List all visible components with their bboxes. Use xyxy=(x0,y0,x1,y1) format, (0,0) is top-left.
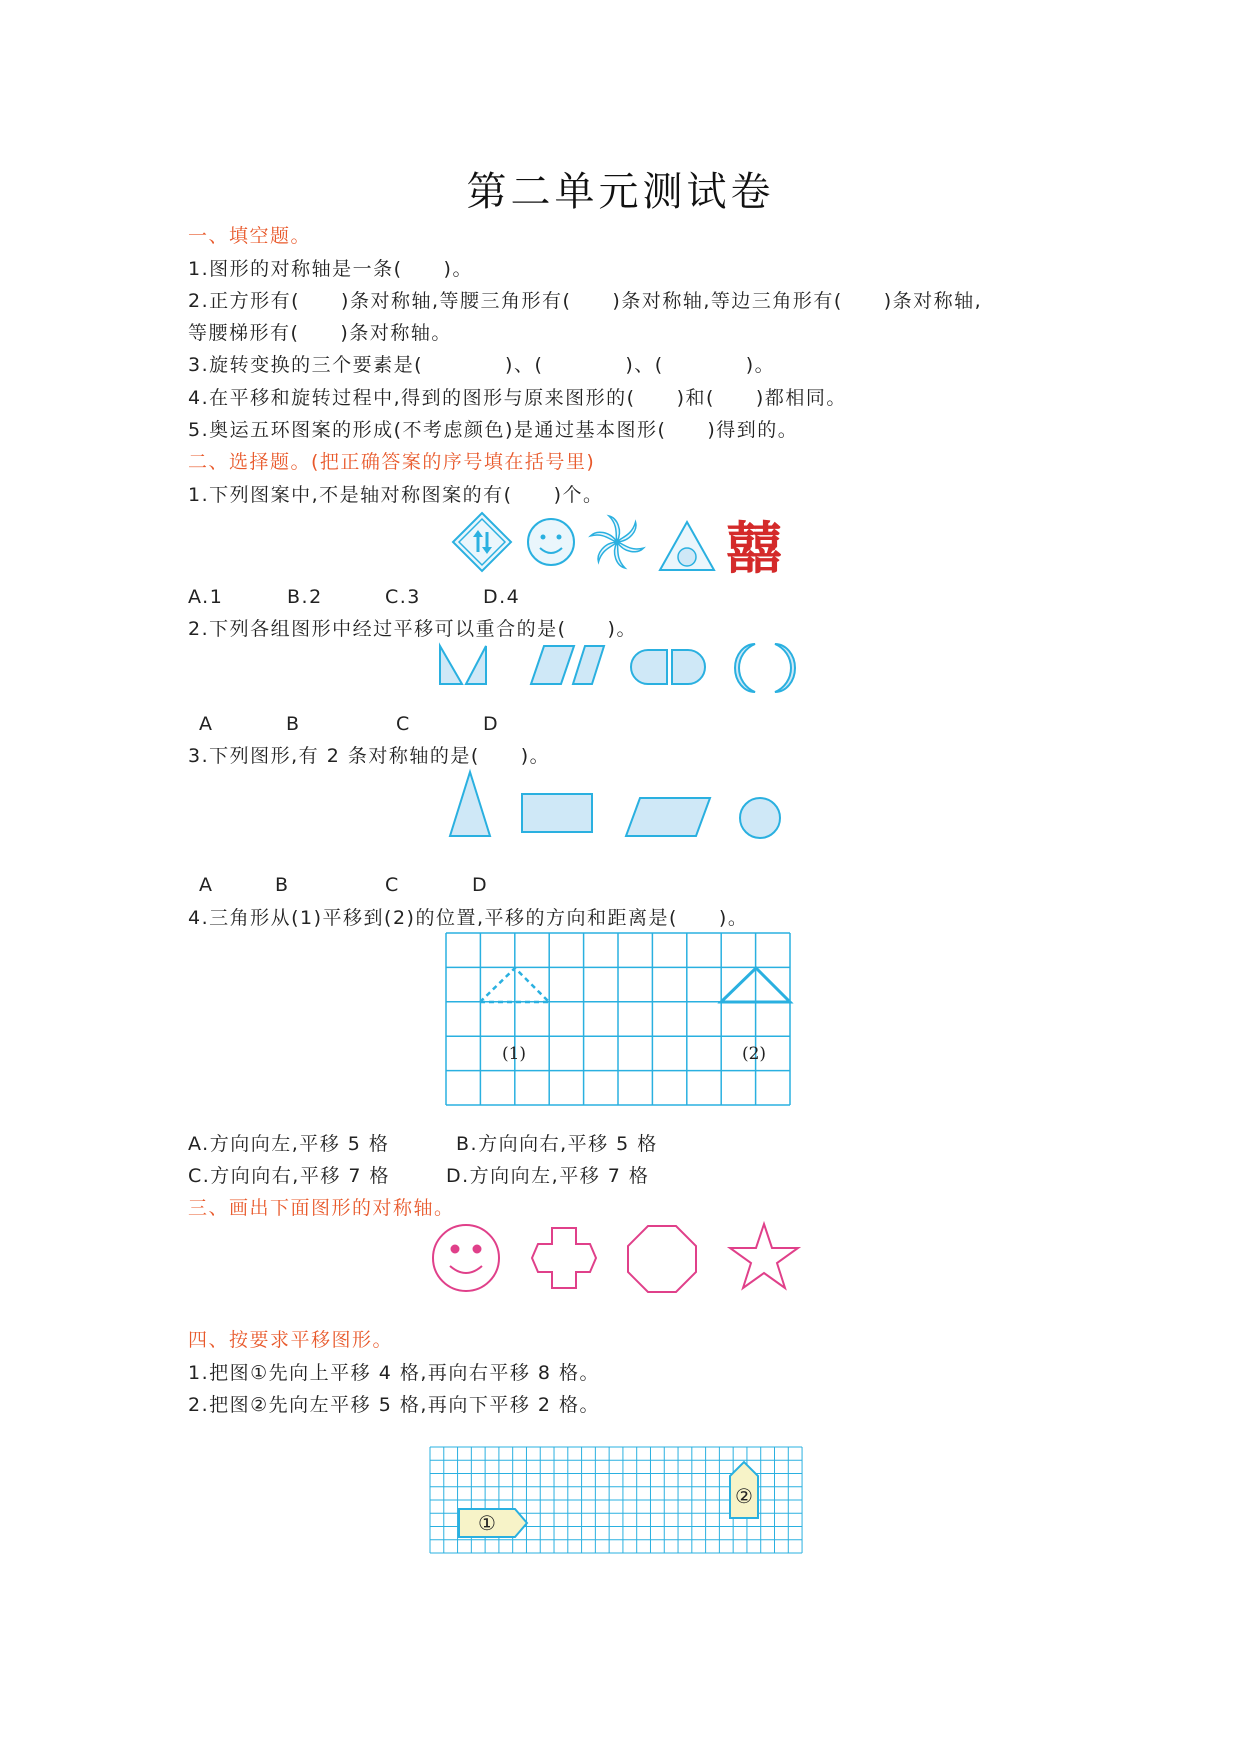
s2-q4-grid xyxy=(446,933,790,1105)
s2-q1-option-a: A.1 xyxy=(188,586,224,608)
octagon-icon xyxy=(628,1226,696,1292)
s2-question-4: 4.三角形从(1)平移到(2)的位置,平移的方向和距离是( )。 xyxy=(188,907,749,929)
rectangle-icon xyxy=(522,794,592,832)
parallelogram-pair-icon xyxy=(531,646,604,684)
s3-figures xyxy=(430,1222,810,1294)
shape-2-label: ② xyxy=(735,1484,753,1508)
s2-q2-label-d: D xyxy=(483,713,500,735)
triangle-pair-icon xyxy=(440,646,486,684)
double-happiness-character: 囍 xyxy=(726,517,782,582)
smiley-face-pink-icon xyxy=(433,1225,499,1291)
s2-q3-label-a: A xyxy=(199,874,214,896)
s2-q3-label-d: D xyxy=(472,874,489,896)
s2-question-3: 3.下列图形,有 2 条对称轴的是( )。 xyxy=(188,745,551,767)
s2-q3-figures xyxy=(440,768,800,848)
s2-q1-option-c: C.3 xyxy=(385,586,421,608)
s2-q2-figures xyxy=(430,640,810,700)
diamond-arrows-icon xyxy=(453,513,511,571)
grid-label-2: (2) xyxy=(741,1044,767,1064)
semicircle-pair-icon xyxy=(631,650,705,684)
s2-question-2: 2.下列各组图形中经过平移可以重合的是( )。 xyxy=(188,618,637,640)
s1-question-2b: 等腰梯形有( )条对称轴。 xyxy=(188,322,452,344)
s2-q4-option-a: A.方向向左,平移 5 格 xyxy=(188,1133,390,1155)
shape-1-label: ① xyxy=(478,1511,496,1535)
s4-question-2: 2.把图②先向左平移 5 格,再向下平移 2 格。 xyxy=(188,1394,601,1416)
s4-grid xyxy=(430,1447,802,1553)
s2-q1-option-d: D.4 xyxy=(483,586,521,608)
s2-q2-label-c: C xyxy=(396,713,411,735)
section-2-heading: 二、选择题。(把正确答案的序号填在括号里) xyxy=(188,451,596,473)
s1-question-3: 3.旋转变换的三个要素是( )、( )、( )。 xyxy=(188,354,776,376)
s2-q3-label-b: B xyxy=(275,874,290,896)
section-1-heading: 一、填空题。 xyxy=(188,225,312,247)
s2-q4-option-b: B.方向向右,平移 5 格 xyxy=(456,1133,658,1155)
circle-icon xyxy=(740,798,780,838)
crescent-pair-icon xyxy=(735,644,795,692)
pinwheel-icon xyxy=(590,516,643,568)
section-4-heading: 四、按要求平移图形。 xyxy=(188,1329,394,1351)
s2-q4-option-d: D.方向向左,平移 7 格 xyxy=(446,1165,650,1187)
isosceles-triangle-icon xyxy=(450,772,490,836)
s2-q4-option-c: C.方向向右,平移 7 格 xyxy=(188,1165,391,1187)
triangle-circle-icon xyxy=(660,522,714,570)
parallelogram-icon xyxy=(626,798,710,836)
star-icon xyxy=(730,1224,798,1288)
section-3-heading: 三、画出下面图形的对称轴。 xyxy=(188,1197,455,1219)
s2-q1-option-b: B.2 xyxy=(287,586,323,608)
page-title: 第二单元测试卷 xyxy=(466,169,775,215)
s1-question-1: 1.图形的对称轴是一条( )。 xyxy=(188,258,473,280)
smiley-face-icon xyxy=(528,519,574,565)
s4-question-1: 1.把图①先向上平移 4 格,再向右平移 8 格。 xyxy=(188,1362,601,1384)
s2-q2-label-b: B xyxy=(286,713,301,735)
cross-arrows-icon xyxy=(532,1228,596,1288)
s2-question-1: 1.下列图案中,不是轴对称图案的有( )个。 xyxy=(188,484,604,506)
s1-question-5: 5.奥运五环图案的形成(不考虑颜色)是通过基本图形( )得到的。 xyxy=(188,419,799,441)
s1-question-2a: 2.正方形有( )条对称轴,等腰三角形有( )条对称轴,等边三角形有( )条对称轴, xyxy=(188,290,983,312)
s1-question-4: 4.在平移和旋转过程中,得到的图形与原来图形的( )和( )都相同。 xyxy=(188,387,847,409)
grid-label-1: (1) xyxy=(501,1044,527,1064)
s2-q1-figures xyxy=(450,510,800,582)
s2-q2-label-a: A xyxy=(199,713,214,735)
s2-q3-label-c: C xyxy=(385,874,400,896)
